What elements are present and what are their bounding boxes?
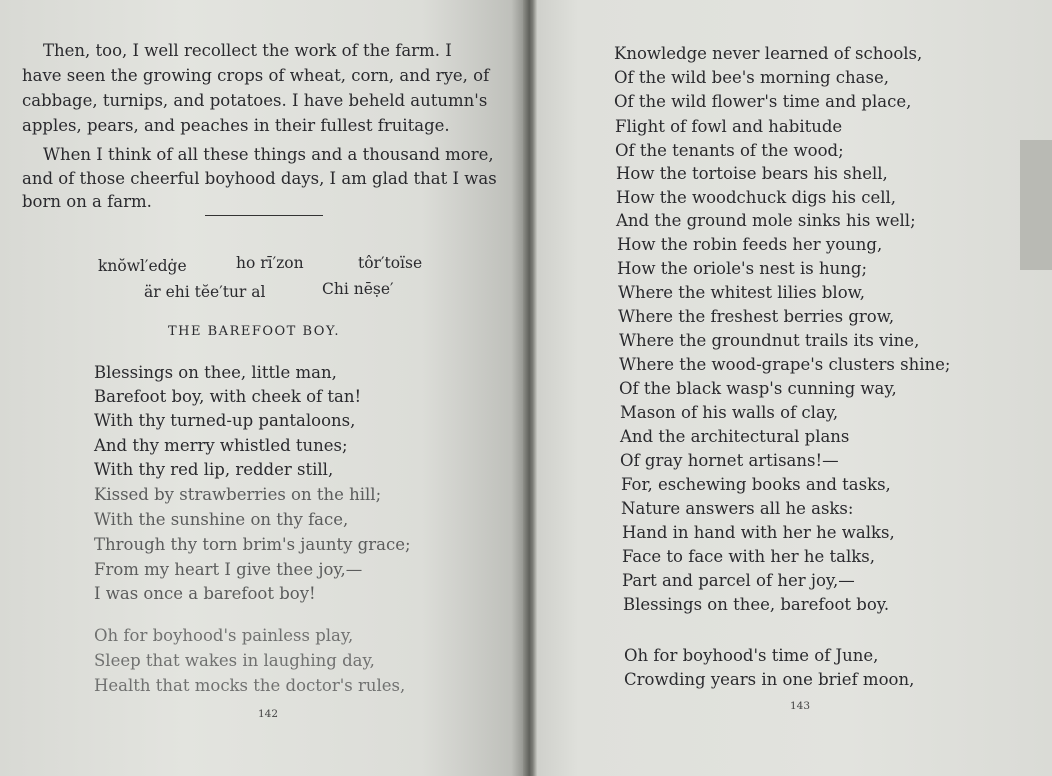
poem-line: Crowding years in one brief moon,: [624, 670, 915, 689]
book-gutter: [523, 0, 537, 776]
poem-line: Barefoot boy, with cheek of tan!: [94, 387, 362, 406]
poem-line: Part and parcel of her joy,—: [622, 571, 855, 590]
page-number: 143: [790, 700, 811, 712]
poem-line: For, eschewing books and tasks,: [621, 475, 891, 494]
prose-line: apples, pears, and peaches in their fullest fruitage.: [22, 116, 450, 135]
poem-line: With the sunshine on thy face,: [94, 510, 349, 529]
poem-title: THE BAREFOOT BOY.: [168, 324, 340, 339]
page-number: 142: [258, 708, 279, 720]
poem-line: Blessings on thee, barefoot boy.: [623, 595, 890, 614]
poem-line: How the oriole's nest is hung;: [617, 259, 868, 278]
poem-line: Through thy torn brim's jaunty grace;: [94, 535, 411, 554]
poem-line: With thy turned-up pantaloons,: [94, 411, 356, 430]
poem-line: Nature answers all he asks:: [621, 499, 854, 518]
poem-line: How the woodchuck digs his cell,: [616, 188, 897, 207]
pronunciation-word: är ehi tĕe′tur al: [144, 283, 266, 301]
poem-line: Where the whitest lilies blow,: [618, 283, 866, 302]
poem-line: Where the groundnut trails its vine,: [619, 331, 920, 350]
poem-line: Of the wild flower's time and place,: [614, 92, 912, 111]
right-page: [537, 0, 1052, 776]
poem-line: Oh for boyhood's painless play,: [94, 626, 354, 645]
prose-line: When I think of all these things and a thousand more,: [43, 145, 494, 164]
poem-line: Hand in hand with her he walks,: [622, 523, 895, 542]
poem-line: How the tortoise bears his shell,: [616, 164, 888, 183]
poem-line: Of gray hornet artisans!—: [620, 451, 839, 470]
pronunciation-word: knŏwl′edġe: [98, 257, 187, 275]
prose-line: and of those cheerful boyhood days, I am glad that I was: [22, 169, 497, 188]
prose-line: Then, too, I well recollect the work of the farm. I: [43, 41, 452, 60]
poem-line: How the robin feeds her young,: [617, 235, 883, 254]
poem-line: Face to face with her he talks,: [622, 547, 875, 566]
page-edge: [1020, 140, 1052, 270]
poem-line: From my heart I give thee joy,—: [94, 560, 363, 579]
section-divider: [205, 215, 323, 216]
poem-line: Of the tenants of the wood;: [615, 141, 844, 160]
poem-line: Where the freshest berries grow,: [618, 307, 895, 326]
poem-line: Kissed by strawberries on the hill;: [94, 485, 382, 504]
poem-line: I was once a barefoot boy!: [94, 584, 316, 603]
poem-line: Of the wild bee's morning chase,: [614, 68, 889, 87]
poem-line: Blessings on thee, little man,: [94, 363, 337, 382]
poem-line: Sleep that wakes in laughing day,: [94, 651, 375, 670]
poem-line: Mason of his walls of clay,: [620, 403, 839, 422]
poem-line: And the architectural plans: [620, 427, 850, 446]
poem-line: Oh for boyhood's time of June,: [624, 646, 879, 665]
prose-line: born on a farm.: [22, 192, 152, 211]
poem-line: Health that mocks the doctor's rules,: [94, 676, 406, 695]
poem-line: Knowledge never learned of schools,: [614, 44, 923, 63]
poem-line: Of the black wasp's cunning way,: [619, 379, 897, 398]
prose-line: cabbage, turnips, and potatoes. I have beheld autumn's: [22, 91, 488, 110]
poem-line: Where the wood-grape's clusters shine;: [619, 355, 951, 374]
pronunciation-word: tôr′toïse: [358, 254, 423, 272]
poem-line: And the ground mole sinks his well;: [616, 211, 916, 230]
poem-line: With thy red lip, redder still,: [94, 460, 334, 479]
pronunciation-word: ho rī′zon: [236, 254, 304, 272]
poem-line: And thy merry whistled tunes;: [94, 436, 348, 455]
pronunciation-word: Chi nēṣe′: [322, 280, 394, 298]
poem-line: Flight of fowl and habitude: [615, 117, 843, 136]
prose-line: have seen the growing crops of wheat, corn, and rye, of: [22, 66, 490, 85]
